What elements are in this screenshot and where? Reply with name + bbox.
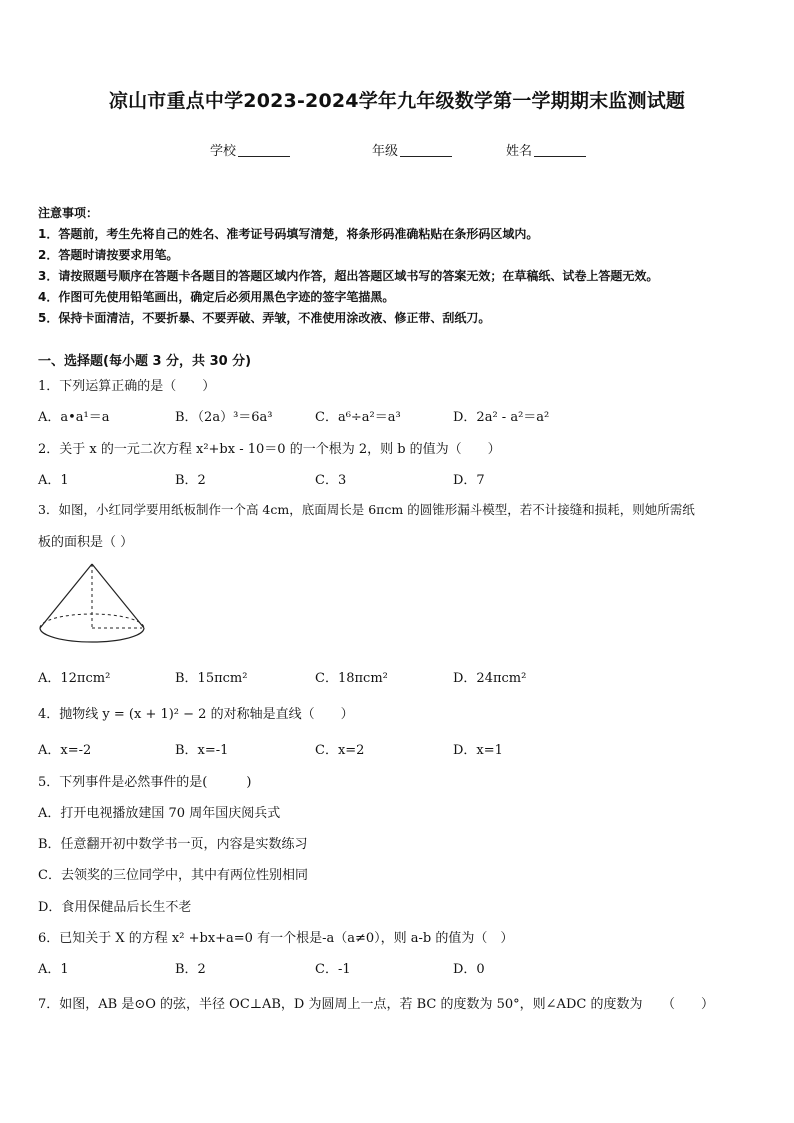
q6-option-a: A．1 xyxy=(38,962,69,977)
q1-option-c: C．a⁶÷a²＝a³ xyxy=(315,410,401,425)
q3-option-b: B．15πcm² xyxy=(175,671,248,686)
notice-item: 1．答题前，考生先将自己的姓名、准考证号码填写清楚，将条形码准确粘贴在条形码区域内。 xyxy=(38,227,539,241)
notice-heading: 注意事项： xyxy=(38,206,99,220)
question-4-stem: 4．抛物线 y = (x + 1)² − 2 的对称轴是直线（ ） xyxy=(38,707,354,722)
notice-item: 4．作图可先使用铅笔画出，确定后必须用黑色字迹的签字笔描黑。 xyxy=(38,290,395,304)
q2-option-d: D．7 xyxy=(453,473,485,488)
q4-option-a: A．x=-2 xyxy=(38,743,92,758)
q2-option-c: C．3 xyxy=(315,473,347,488)
q2-option-a: A．1 xyxy=(38,473,69,488)
exam-title: 凉山市重点中学2023-2024学年九年级数学第一学期期末监测试题 xyxy=(108,90,686,112)
q2-option-b: B．2 xyxy=(175,473,206,488)
school-blank xyxy=(238,144,290,157)
cone-base-front xyxy=(40,628,144,642)
question-3-stem-line1: 3．如图，小红同学要用纸板制作一个高 4cm，底面周长是 6πcm 的圆锥形漏斗模型，若不计接缝和损耗，则她所需纸 xyxy=(38,502,695,517)
q3-option-a: A．12πcm² xyxy=(38,671,111,686)
name-field xyxy=(506,140,586,159)
cone-diagram xyxy=(36,560,148,652)
cone-left-edge xyxy=(40,564,92,628)
q4-option-c: C．x=2 xyxy=(315,743,365,758)
question-5-stem: 5．下列事件是必然事件的是( ) xyxy=(38,775,252,790)
notice-item: 5．保持卡面清洁，不要折暴、不要弄破、弄皱，不准使用涂改液、修正带、刮纸刀。 xyxy=(38,311,491,325)
q1-option-a: A．a•a¹＝a xyxy=(38,410,110,425)
cone-right-edge xyxy=(92,564,144,628)
q4-option-d: D．x=1 xyxy=(453,743,503,758)
name-blank xyxy=(534,144,586,157)
notice-item: 3．请按照题号顺序在答题卡各题目的答题区域内作答，超出答题区域书写的答案无效；在草稿纸、试卷上答题无效。 xyxy=(38,269,659,283)
question-6-stem: 6．已知关于 X 的方程 x² +bx+a=0 有一个根是-a（a≠0），则 a-b 的值为（ ） xyxy=(38,931,514,946)
q3-option-c: C．18πcm² xyxy=(315,671,388,686)
q6-option-c: C．-1 xyxy=(315,962,351,977)
grade-blank xyxy=(400,144,452,157)
q3-option-d: D．24πcm² xyxy=(453,671,527,686)
q5-option-c: C．去领奖的三位同学中，其中有两位性别相同 xyxy=(38,868,308,883)
question-7-stem: 7．如图，AB 是⊙O 的弦，半径 OC⊥AB，D 为圆周上一点，若 BC 的度数为 50°，则∠ADC 的度数为 （ ） xyxy=(38,997,714,1012)
school-label: 学校 xyxy=(210,144,237,159)
q5-option-d: D．食用保健品后长生不老 xyxy=(38,900,192,915)
name-label: 姓名 xyxy=(506,144,533,159)
q4-option-b: B．x=-1 xyxy=(175,743,229,758)
q6-option-b: B．2 xyxy=(175,962,206,977)
q5-option-a: A．打开电视播放建国 70 周年国庆阅兵式 xyxy=(38,806,281,821)
question-1-stem: 1．下列运算正确的是（ ） xyxy=(38,379,216,394)
question-2-stem: 2．关于 x 的一元二次方程 x²+bx - 10＝0 的一个根为 2，则 b 的值为（ ） xyxy=(38,442,501,457)
grade-field xyxy=(372,140,452,159)
q1-option-b: B．（2a）³＝6a³ xyxy=(175,410,273,425)
q5-option-b: B．任意翻开初中数学书一页，内容是实数练习 xyxy=(38,837,308,852)
notice-item: 2．答题时请按要求用笔。 xyxy=(38,248,179,262)
question-3-stem-line2: 板的面积是（ ） xyxy=(38,535,134,550)
q6-option-d: D．0 xyxy=(453,962,485,977)
grade-label: 年级 xyxy=(372,144,399,159)
section-heading: 一、选择题(每小题 3 分，共 30 分) xyxy=(38,354,252,369)
q1-option-d: D．2a² - a²＝a² xyxy=(453,410,550,425)
school-field xyxy=(210,140,290,159)
